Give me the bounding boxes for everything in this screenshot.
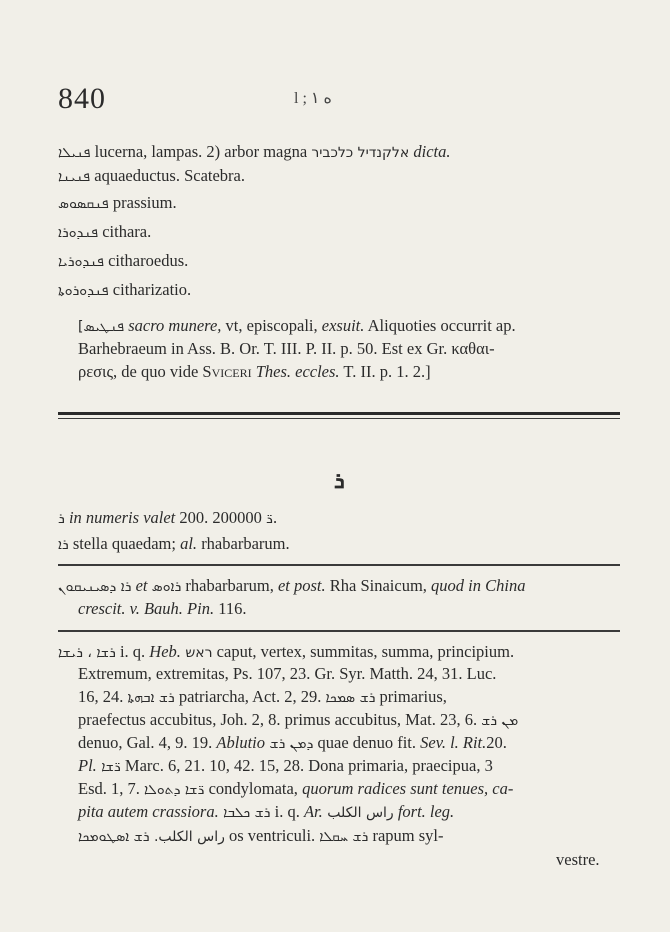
bracket-note-line: ρεσις, de quo vide Sviceri Thes. eccles. T. II. p. 1. 2.]: [78, 362, 431, 381]
entry-line: Extremum, extremitas, Ps. 107, 23. Gr. Syr. Matth. 24, 31. Luc.: [78, 664, 497, 683]
page-number: 840: [58, 82, 106, 115]
entry-line: 16, 24. ܪܫ ܐܒܗܬܐ patriarcha, Act. 2, 29. ܪܫ ܣܡܟܐ primarius,: [78, 687, 447, 706]
syriac-headword: ܦܢܝܠܐ: [58, 145, 91, 161]
entry-line: Pl. ܪ̈ܫܐ Marc. 6, 21. 10, 42. 15, 28. Dona primaria, praecipua, 3: [78, 756, 493, 775]
entry-line: Esd. 1, 7. ܪ̈ܫܐ ܕܬܘܠܐ condylomata, quorum radices sunt tenues, ca-: [78, 779, 514, 798]
syriac-headword: ܦܢܕܘܪܐ: [58, 225, 99, 241]
entry-line: ܪ in numeris valet 200. ܪ̈ 200000.: [58, 508, 278, 527]
syriac-headword: ܦܢܝܢܐ: [58, 169, 91, 185]
entry-line: crescit. v. Bauh. Pin. 116.: [78, 599, 247, 618]
section-letter: ܪ: [334, 468, 345, 493]
bracket-note-line: [ܦܢܛܝܣ sacro munere, vt, episcopali, exsuit. Aliquoties occurrit ap.: [78, 316, 516, 335]
entry-line: ܪܐ ܕܣܝܢܝܩܘܢ et ܪܐܘܣ rhabarbarum, et post. Rha Sinaicum, quod in China: [58, 576, 526, 595]
entry-line: ܪܫܐ ، ܪܝܫܐ i. q. Heb. ראש caput, vertex, summitas, summa, principium.: [58, 642, 515, 661]
entry-line: denuo, Gal. 4, 9. 19. Ablutio ܕܡܢ ܪܫ quae denuo fit. Sev. l. Rit.20.: [78, 733, 507, 752]
entry-line: ܦܢܩܣܘܣ prassium.: [58, 193, 177, 212]
entry-line: ܪܐ stella quaedam; al. rhabarbarum.: [58, 534, 290, 553]
syriac-headword: ܦܢܕܘܪܝܐ: [58, 254, 104, 270]
entry-line: راس الكلب. ܪܫ ܐܣܛܘܡܟܐ os ventriculi. ܪܫ ܚܩܠܐ rapum syl-: [78, 826, 444, 845]
entry-divider: [58, 630, 620, 632]
entry-line: ܦܢܝܢܐ aquaeductus. Scatebra.: [58, 166, 245, 185]
entry-divider: [58, 564, 620, 566]
entry-line: ܦܢܕܘܪܘܬܐ citharizatio.: [58, 280, 192, 299]
hebrew-text: אלקנדיל כלכביר: [311, 145, 410, 161]
entry-line: ܦܢܕܘܪܝܐ citharoedus.: [58, 251, 189, 270]
section-divider-thin: [58, 418, 620, 419]
syriac-headword: ܦܢܕܘܪܘܬܐ: [58, 283, 109, 299]
section-divider: [58, 412, 620, 415]
entry-line: vestre.: [556, 850, 600, 869]
entry-line: ܦܢܝܠܐ lucerna, lampas. 2) arbor magna אלקנדיל כלכביר dicta.: [58, 142, 451, 161]
bracket-note-line: Barhebraeum in Ass. B. Or. T. III. P. II. p. 50. Est ex Gr. καθαι-: [78, 339, 495, 358]
entry-line: pita autem crassiora. ܪܫ ܟܠܒܐ i. q. Ar. راس الكلب fort. leg.: [78, 802, 455, 821]
entry-line: ܦܢܕܘܪܐ cithara.: [58, 222, 152, 241]
syriac-headword: ܦܢܩܣܘܣ: [58, 196, 109, 212]
entry-line: praefectus accubitus, Joh. 2, 8. primus accubitus, Mat. 23, 6. ܡܢ ܪܫ: [78, 710, 519, 729]
column-mark: l ; ۱ ه: [294, 90, 332, 107]
